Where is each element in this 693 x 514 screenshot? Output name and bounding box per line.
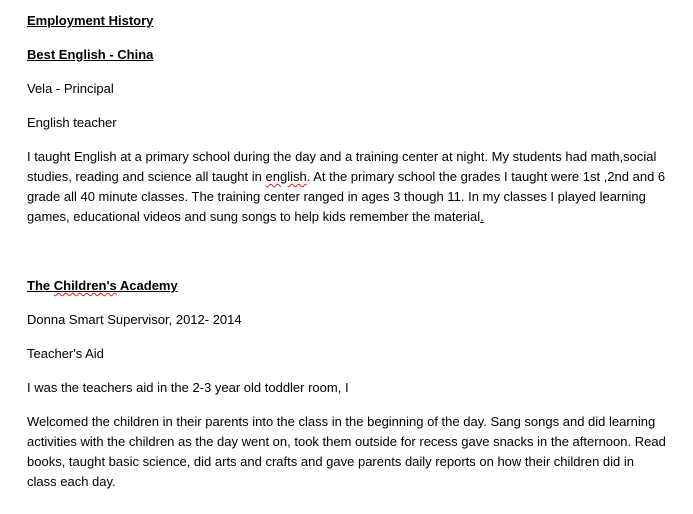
- job1-reference: Vela - Principal: [27, 81, 114, 96]
- job2-company-heading: [27, 276, 178, 296]
- employment-history-heading: Employment History: [27, 13, 154, 28]
- spelling-error-english: english: [265, 169, 307, 184]
- job2-reference: Donna Smart Supervisor, 2012- 2014: [27, 312, 242, 327]
- job2-title: Teacher's Aid: [27, 346, 104, 361]
- spelling-error-childrens: Children's: [53, 278, 117, 293]
- job1-desc-part1: I taught English at a primary school during the day and a training center at night. My students had math,social studies, reading and science all taught in: [27, 149, 657, 184]
- job1-desc-trailing: .: [480, 209, 484, 224]
- job1-company-heading: Best English - China: [27, 47, 154, 62]
- job2-description-1: I was the teachers aid in the 2-3 year old toddler room, I: [27, 380, 349, 395]
- job1-title: English teacher: [27, 115, 117, 130]
- job2-description-2: Welcomed the children in their parents into the class in the beginning of the day. Sang songs and did learning activities with the children as the day went on, took them outside for recess gave snacks in the afternoon. Read books, taught basic science, did arts and crafts and gave parents daily reports on how their children did in class each day.: [27, 414, 666, 489]
- job2-company-prefix: The: [27, 278, 54, 293]
- job1-description: [27, 147, 667, 227]
- job2-company-suffix: Academy: [116, 278, 178, 293]
- job1-desc-part2: . At the primary school the grades I taught were 1st ,2nd and 6 grade all 40 minute classes. The training center ranged in ages 3 though 11. In my classes I played learning games, educational videos and sung songs to help kids remember the material: [27, 169, 666, 224]
